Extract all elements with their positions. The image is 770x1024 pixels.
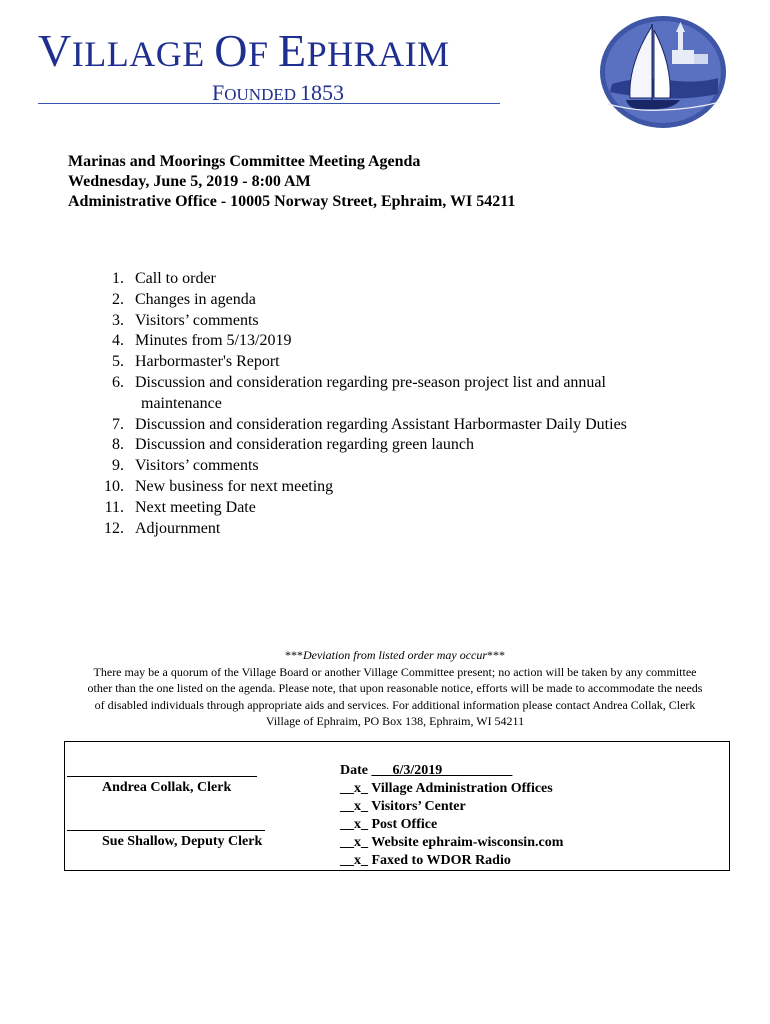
agenda-number: 7. bbox=[112, 415, 124, 433]
agenda-number: 6. bbox=[112, 373, 124, 391]
agenda-text: Minutes from 5/13/2019 bbox=[135, 332, 292, 350]
deputy-signature-line bbox=[67, 830, 265, 831]
notice-line: other than the one listed on the agenda. Please note, that upon reasonable notice, efforts will be made to accommodate the needs bbox=[87, 681, 703, 695]
agenda-text: Adjournment bbox=[135, 519, 221, 537]
agenda-number: 1. bbox=[112, 270, 124, 287]
meeting-title: Marinas and Moorings Committee Meeting Agenda bbox=[68, 153, 421, 170]
header-divider bbox=[38, 103, 500, 104]
distribution-list bbox=[340, 762, 563, 870]
village-title bbox=[38, 25, 450, 76]
deviation-stars: *** bbox=[284, 648, 303, 662]
agenda-text: Visitors’ comments bbox=[135, 311, 259, 329]
meeting-location: Administrative Office - 10005 Norway Street, Ephraim, WI 54211 bbox=[68, 193, 516, 210]
agenda-number: 10. bbox=[104, 477, 124, 495]
distribution-item: __x_ Village Administration Offices bbox=[340, 781, 553, 796]
agenda-item bbox=[80, 331, 720, 352]
agenda-text: Discussion and consideration regarding pre-season project list and annual bbox=[135, 373, 606, 391]
title-part: PHRAIM bbox=[306, 34, 450, 74]
agenda-text: Visitors’ comments bbox=[135, 457, 259, 475]
agenda-text-continuation: maintenance bbox=[141, 394, 222, 412]
agenda-number: 11. bbox=[104, 498, 124, 516]
agenda-item bbox=[80, 456, 720, 477]
agenda-number: 2. bbox=[112, 290, 124, 308]
agenda-item bbox=[80, 290, 720, 311]
title-part: F bbox=[247, 34, 278, 74]
agenda-number: 3. bbox=[112, 311, 124, 329]
notice-line: Village of Ephraim, PO Box 138, Ephraim, WI 54211 bbox=[265, 714, 525, 728]
agenda-number: 5. bbox=[112, 353, 124, 371]
public-notice bbox=[60, 647, 730, 730]
agenda-number: 12. bbox=[104, 519, 124, 537]
agenda-number: 8. bbox=[112, 436, 124, 454]
agenda-text-wrap bbox=[124, 373, 606, 415]
agenda-number: 9. bbox=[112, 457, 124, 475]
agenda-number: 4. bbox=[112, 332, 124, 350]
distribution-item: __x_ Faxed to WDOR Radio bbox=[340, 853, 511, 868]
notice-line: There may be a quorum of the Village Board or another Village Committee present; no action will be taken by any committee bbox=[93, 664, 697, 679]
founded-initial: F bbox=[212, 80, 225, 105]
agenda-item bbox=[80, 311, 720, 332]
sailboat-logo-icon bbox=[598, 14, 728, 130]
agenda-text: Discussion and consideration regarding green launch bbox=[135, 436, 475, 454]
deputy-name: Sue Shallow, Deputy Clerk bbox=[102, 834, 263, 849]
title-part: ILLAGE bbox=[71, 34, 215, 74]
agenda-item bbox=[80, 498, 720, 519]
agenda-list bbox=[80, 269, 720, 539]
distribution-item: __x_ Post Office bbox=[340, 817, 438, 832]
meeting-datetime: Wednesday, June 5, 2019 - 8:00 AM bbox=[68, 173, 311, 190]
distribution-item: __x_ Website ephraim-wisconsin.com bbox=[340, 835, 564, 850]
agenda-text: Call to order bbox=[135, 270, 216, 287]
agenda-text: Next meeting Date bbox=[135, 498, 256, 516]
title-initial: O bbox=[214, 25, 248, 76]
agenda-item bbox=[80, 352, 720, 373]
posting-date bbox=[340, 762, 563, 780]
signature-box bbox=[64, 741, 730, 871]
clerk-name: Andrea Collak, Clerk bbox=[102, 780, 232, 795]
founded-line bbox=[212, 82, 344, 104]
agenda-item bbox=[80, 519, 720, 540]
founded-year: 1853 bbox=[300, 80, 345, 105]
agenda-text: New business for next meeting bbox=[135, 477, 334, 495]
title-initial: E bbox=[277, 25, 307, 76]
distribution-item: __x_ Visitors’ Center bbox=[340, 799, 466, 814]
agenda-item bbox=[80, 477, 720, 498]
meeting-info bbox=[68, 152, 515, 212]
clerk-signature-line bbox=[67, 776, 257, 777]
agenda-item bbox=[80, 435, 720, 456]
date-value: ___6/3/2019__________ bbox=[371, 763, 513, 778]
deviation-text: Deviation from listed order may occur bbox=[302, 648, 488, 662]
agenda-text: Changes in agenda bbox=[135, 290, 256, 308]
agenda-text: Discussion and consideration regarding Assistant Harbormaster Daily Duties bbox=[135, 415, 627, 433]
agenda-item bbox=[80, 269, 720, 290]
notice-line: of disabled individuals through appropriate aids and services. For additional information please contact Andrea Collak, Clerk bbox=[94, 697, 696, 712]
agenda-text: Harbormaster's Report bbox=[135, 353, 280, 371]
title-initial: V bbox=[38, 25, 72, 76]
deviation-note bbox=[60, 647, 730, 664]
deviation-stars: *** bbox=[487, 648, 506, 662]
founded-word: OUNDED bbox=[224, 85, 297, 104]
date-label: Date bbox=[340, 763, 368, 778]
agenda-item bbox=[80, 373, 720, 415]
agenda-item bbox=[80, 415, 720, 436]
